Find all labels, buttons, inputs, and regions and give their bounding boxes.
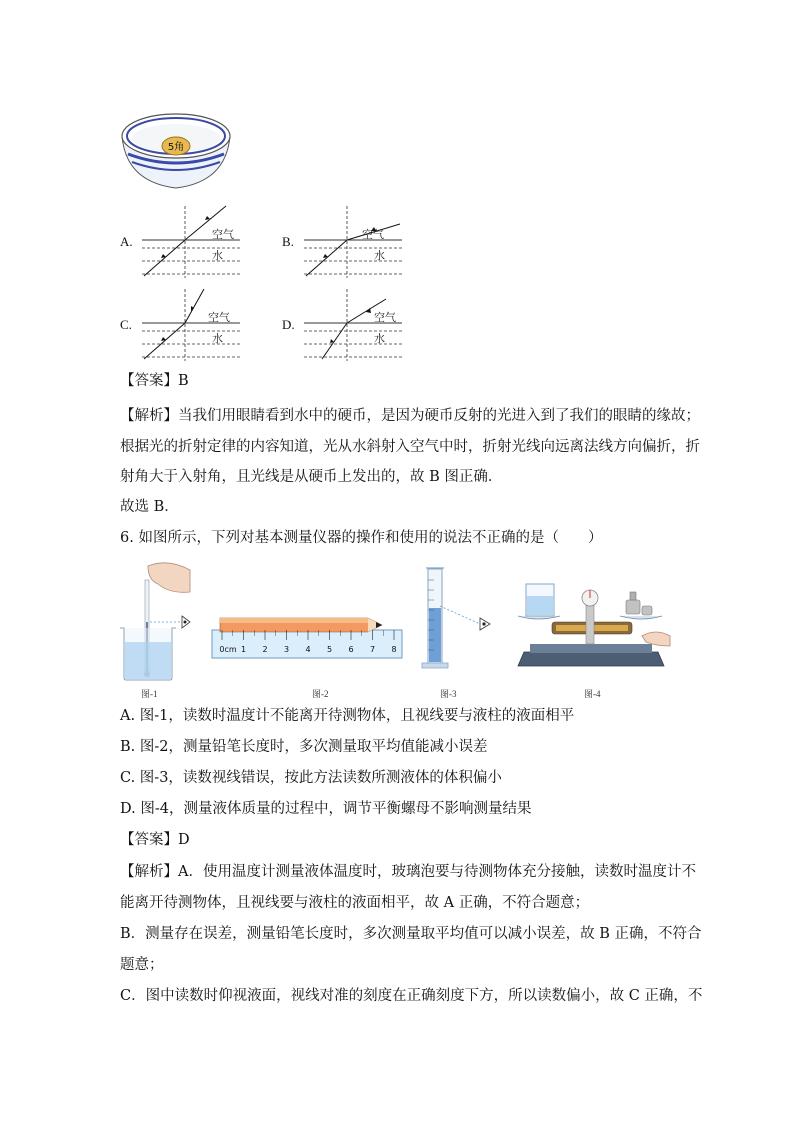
refraction-diagram-d: [302, 287, 406, 363]
q6-option-b: B. 图-2，测量铅笔长度时，多次测量取平均值能减小误差: [120, 739, 488, 755]
figure-3-graduated-cylinder: [418, 566, 498, 670]
option-d-label: D.: [282, 317, 295, 332]
water-label: 水: [374, 249, 385, 262]
bowl-coin-figure: [118, 106, 234, 192]
water-label: 水: [212, 332, 223, 345]
air-label: 空气: [208, 311, 230, 324]
ruler-label: 2: [262, 645, 268, 654]
option-a-label: A.: [120, 234, 133, 249]
figure-3-caption: 图-3: [440, 689, 457, 699]
ruler-label: 0cm: [219, 645, 237, 654]
figure-1-thermometer: [118, 562, 198, 682]
ruler-label: 1: [240, 645, 247, 654]
ruler-label: 3: [283, 645, 290, 654]
figure-2-caption: 图-2: [312, 689, 329, 699]
q6-answer: 【答案】D: [120, 832, 190, 848]
water-label: 水: [374, 332, 385, 345]
ruler-label: 6: [348, 645, 354, 654]
ruler-label: 7: [369, 645, 376, 654]
ruler-label: 5: [326, 645, 333, 654]
air-label: 空气: [212, 228, 234, 241]
q6-analysis-line: C．图中读数时仰视液面，视线对准的刻度在正确刻度下方，所以读数偏小，故 C 正确，不: [120, 988, 703, 1004]
option-b-label: B.: [282, 234, 294, 249]
water-label: 水: [212, 249, 223, 262]
figure-1-caption: 图-1: [141, 689, 158, 699]
refraction-diagram-a: [140, 204, 244, 280]
ruler-label: 4: [305, 645, 311, 654]
q5-analysis-line: 故选 B．: [120, 499, 179, 515]
air-label: 空气: [374, 311, 396, 324]
air-label: 空气: [362, 228, 384, 241]
figure-2-ruler-pencil: [210, 612, 404, 660]
q6-stem: 6. 如图所示，下列对基本测量仪器的操作和使用的说法不正确的是（ ）: [120, 530, 603, 546]
q5-analysis-line: 根据光的折射定律的内容知道，光从水斜射入空气中时，折射光线向远离法线方向偏折，折: [120, 439, 700, 455]
q6-analysis-line: 能离开待测物体，且视线要与液柱的液面相平，故 A 正确，不符合题意；: [120, 895, 590, 911]
option-c-label: C.: [120, 317, 132, 332]
figure-4-caption: 图-4: [584, 689, 601, 699]
refraction-diagram-b: [302, 204, 406, 280]
ruler-label: 8: [391, 645, 397, 654]
q5-analysis-line: 射角大于入射角，且光线是从硬币上发出的，故 B 图正确．: [120, 469, 503, 485]
coin-label: 5角: [167, 142, 185, 153]
refraction-diagram-c: [140, 287, 244, 363]
q5-answer: 【答案】B: [120, 373, 189, 389]
figure-4-balance-scale: [516, 580, 672, 670]
q6-analysis-line: B．测量存在误差，测量铅笔长度时，多次测量取平均值可以减小误差，故 B 正确，不符合: [120, 926, 702, 942]
q6-option-a: A. 图-1，读数时温度计不能离开待测物体，且视线要与液柱的液面相平: [120, 708, 575, 724]
q6-analysis-line: 题意；: [120, 957, 164, 973]
q6-analysis-line: 【解析】A．使用温度计测量液体温度时，玻璃泡要与待测物体充分接触，读数时温度计不: [120, 864, 696, 880]
q6-option-d: D. 图-4，测量液体质量的过程中，调节平衡螺母不影响测量结果: [120, 801, 532, 817]
q5-analysis-line: 【解析】当我们用眼睛看到水中的硬币，是因为硬币反射的光进入到了我们的眼睛的缘故；: [120, 408, 700, 424]
q6-option-c: C. 图-3，读数视线错误，按此方法读数所测液体的体积偏小: [120, 770, 502, 786]
